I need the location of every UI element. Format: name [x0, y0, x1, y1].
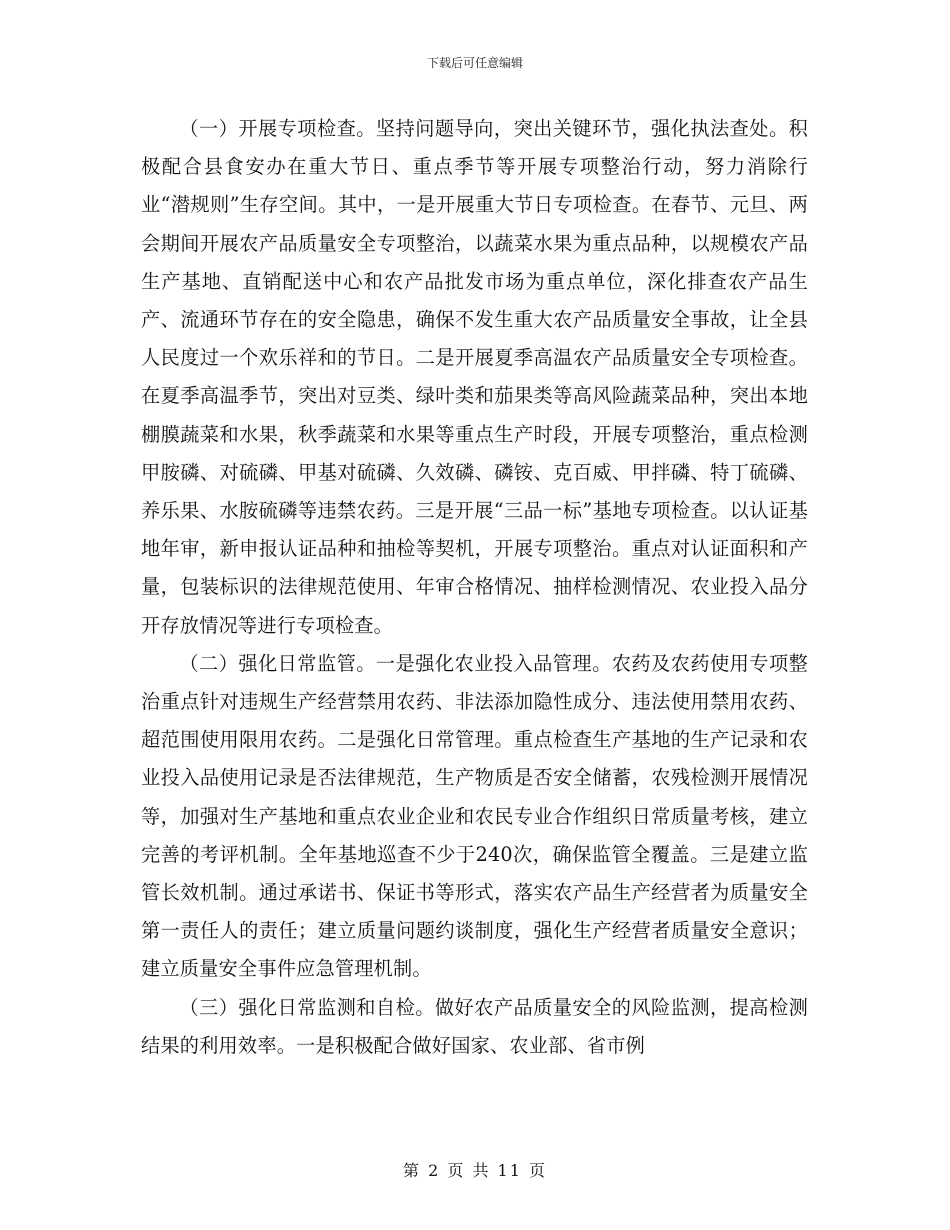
paragraph-daily-monitoring: （三）强化日常监测和自检。做好农产品质量安全的风险监测，提高检测结果的利用效率。一是积极配合做好国家、农业部、省市例: [141, 995, 808, 1057]
paragraph-special-inspection: （一）开展专项检查。坚持问题导向，突出关键环节，强化执法查处。积极配合县食安办在重大节日、重点季节等开展专项整治行动，努力消除行业“潜规则”生存空间。其中，一是开展重大节日专项检查。在春节、元旦、两会期间开展农产品质量安全专项整治，以蔬菜水果为重点品种，以规模农产品生产基地、直销配送中心和农产品批发市场为重点单位，深化排查农产品生产、流通环节存在的安全隐患，确保不发生重大农产品质量安全事故，让全县人民度过一个欢乐祥和的节日。二是开展夏季高温农产品质量安全专项检查。在夏季高温季节，突出对豆类、绿叶类和茄果类等高风险蔬菜品种，突出本地棚膜蔬菜和水果，秋季蔬菜和水果等重点生产时段，开展专项整治，重点检测甲胺磷、对硫磷、甲基对硫磷、久效磷、磷铵、克百威、甲拌磷、特丁硫磷、养乐果、水胺硫磷等违禁农药。三是开展“三品一标”基地专项检查。以认证基地年审，新申报认证品种和抽检等契机，开展专项整治。重点对认证面积和产量，包装标识的法律规范使用、年审合格情况、抽样检测情况、农业投入品分开存放情况等进行专项检查。: [141, 117, 808, 637]
paragraph-daily-supervision: （二）强化日常监管。一是强化农业投入品管理。农药及农药使用专项整治重点针对违规生产经营禁用农药、非法添加隐性成分、违法使用禁用农药、超范围使用限用农药。二是强化日常管理。重点检查生产基地的生产记录和农业投入品使用记录是否法律规范，生产物质是否安全储蓄，农残检测开展情况等，加强对生产基地和重点农业企业和农民专业合作组织日常质量考核，建立完善的考评机制。全年基地巡查不少于240次，确保监管全覆盖。三是建立监管长效机制。通过承诺书、保证书等形式，落实农产品生产经营者为质量安全第一责任人的责任；建立质量问题约谈制度，强化生产经营者质量安全意识；建立质量安全事件应急管理机制。: [141, 651, 808, 981]
document-body: [141, 110, 808, 1065]
page-header: 下载后可任意编辑: [426, 56, 523, 70]
page-number-footer: 第 2 页 共 11 页: [403, 1161, 547, 1180]
